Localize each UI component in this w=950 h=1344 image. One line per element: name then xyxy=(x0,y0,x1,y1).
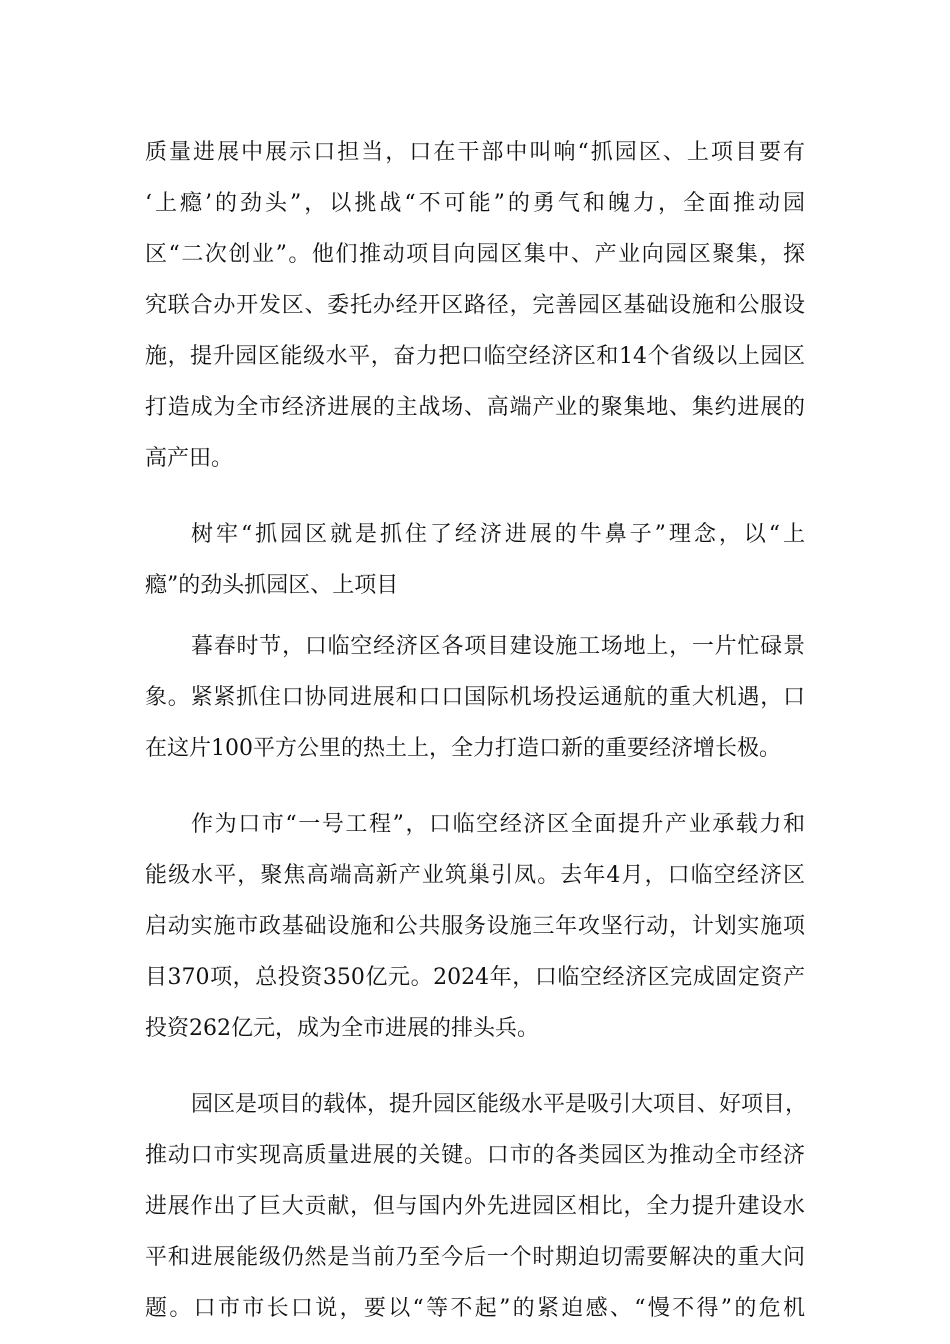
text-line: 高产田。 xyxy=(145,446,234,471)
text-line: 推动口市实现高质量进展的关键。口市的各类园区为推动全市经济 xyxy=(145,1143,805,1168)
text-line: 区“二次创业”。他们推动项目向园区集中、产业向园区聚集，探 xyxy=(145,242,805,267)
text-line: 投资262亿元，成为全市进展的排头兵。 xyxy=(145,1016,539,1041)
text-line: 目370项，总投资350亿元。2024年，口临空经济区完成固定资产 xyxy=(145,965,805,990)
text-line: ‘上瘾’的劲头”，以挑战“不可能”的勇气和魄力，全面推动园 xyxy=(145,191,805,216)
text-line: 打造成为全市经济进展的主战场、高端产业的聚集地、集约进展的 xyxy=(145,395,805,420)
text-line: 作为口市“一号工程”，口临空经济区全面提升产业承载力和 xyxy=(191,812,805,837)
text-line: 能级水平，聚焦高端高新产业筑巢引凤。去年4月，口临空经济区 xyxy=(145,863,805,888)
paragraph xyxy=(145,621,805,774)
text-line: 平和进展能级仍然是当前乃至今后一个时期迫切需要解决的重大问 xyxy=(145,1245,805,1270)
text-line: 暮春时节，口临空经济区各项目建设施工场地上，一片忙碌景 xyxy=(191,634,805,659)
text-line: 进展作出了巨大贡献，但与国内外先进园区相比，全力提升建设水 xyxy=(145,1194,805,1219)
paragraph xyxy=(145,799,805,1054)
text-line: 施，提升园区能级水平，奋力把口临空经济区和14个省级以上园区 xyxy=(145,344,805,369)
text-line: 树牢“抓园区就是抓住了经济进展的牛鼻子”理念，以“上 xyxy=(191,522,805,547)
text-line: 究联合办开发区、委托办经开区路径，完善园区基础设施和公服设 xyxy=(145,293,805,318)
paragraph xyxy=(145,1079,808,1334)
text-line: 象。紧紧抓住口协同进展和口口国际机场投运通航的重大机遇，口 xyxy=(145,685,805,710)
text-line: 瘾”的劲头抓园区、上项目 xyxy=(145,573,399,598)
paragraph xyxy=(145,509,805,611)
text-line: 启动实施市政基础设施和公共服务设施三年攻坚行动，计划实施项 xyxy=(145,914,805,939)
text-line: 园区是项目的载体，提升园区能级水平是吸引大项目、好项目， xyxy=(191,1092,808,1117)
paragraph xyxy=(145,127,805,484)
body-text xyxy=(145,127,808,1334)
text-line: 题。口市市长口说，要以“等不起”的紧迫感、“慢不得”的危机 xyxy=(145,1296,805,1321)
text-line: 质量进展中展示口担当，口在干部中叫响“抓园区、上项目要有 xyxy=(145,140,805,165)
text-line: 在这片100平方公里的热土上，全力打造口新的重要经济增长极。 xyxy=(145,736,781,761)
